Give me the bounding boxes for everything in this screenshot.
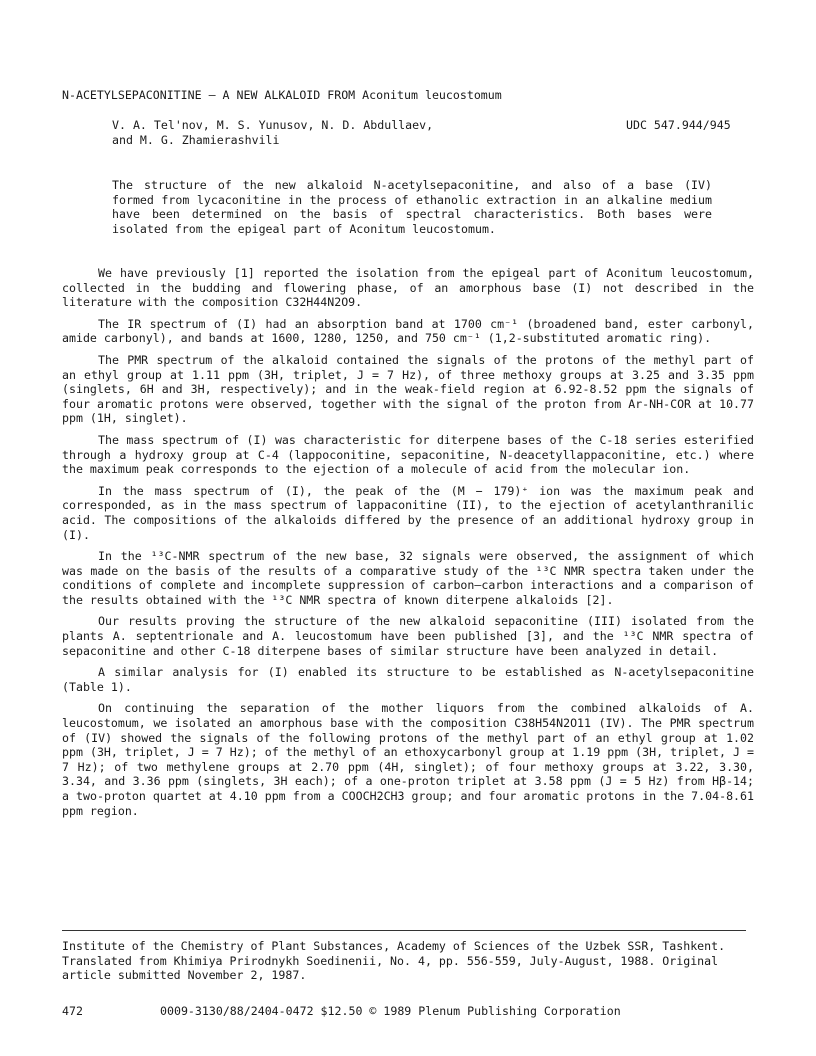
author-line: and M. G. Zhamierashvili	[112, 132, 280, 147]
body-paragraph: The mass spectrum of (I) was characteristic for diterpene bases of the C-18 series esterified through a hydroxy group at C-4 (lappoconitine, sepaconitine, N-deacetyllappaconitine, etc.) where the maximum peak corresponds to the ejection of a molecule of acid from the molecular ion.	[62, 432, 754, 477]
udc-code: UDC 547.944/945	[626, 118, 731, 132]
body-paragraph: We have previously [1] reported the isolation from the epigeal part of Aconitum leucostomum, collected in the budding and flowering phase, of an amorphous base (I) not described in the literature with the composition C32H44N2O9.	[62, 266, 754, 310]
footnote-divider	[62, 930, 746, 931]
body-paragraph: In the ¹³C-NMR spectrum of the new base, 32 signals were observed, the assignment of which was made on the basis of the results of a comparative study of the ¹³C NMR spectra taken under the conditions of complete and incomplete suppression of carbon—carbon interactions and a comparison of the results obtained with the ¹³C NMR spectra of known diterpene alkaloids [2].	[62, 549, 754, 607]
body-paragraph: The IR spectrum of (I) had an absorption band at 1700 cm⁻¹ (broadened band, ester carbonyl, amide carbonyl), and bands at 1600, 1280, 1250, and 750 cm⁻¹ (1,2-substituted aromatic ring).	[62, 316, 754, 346]
author-line: V. A. Tel'nov, M. S. Yunusov, N. D. Abdullaev,	[112, 118, 434, 132]
affiliation-footnote: Institute of the Chemistry of Plant Substances, Academy of Sciences of the Uzbek SSR, Tashkent. Translated from Khimiya Prirodnykh Soedinenii, No. 4, pp. 556-559, July-August, 1988. Original article submitted November 2, 1987.	[62, 939, 726, 983]
body-paragraph: On continuing the separation of the mother liquors from the combined alkaloids of A. leucostomum, we isolated an amorphous base with the composition C38H54N2O11 (IV). The PMR spectrum of (IV) showed the signals of the following protons of the methyl part of an ethyl group at 1.02 ppm (3H, triplet, J = 7 Hz); of the methyl of an ethoxycarbonyl group at 1.19 ppm (3H, triplet, J = 7 Hz); of two methylene groups at 2.70 ppm (4H, singlet); of four methoxy groups at 3.22, 3.30, 3.34, and 3.36 ppm (singlets, 3H each); of a one-proton triplet at 3.58 ppm (J = 5 Hz) from Hβ-14; a two-proton quartet at 4.10 ppm from a COOCH2CH3 group; and four aromatic protons in the 7.04-8.61 ppm region.	[62, 701, 754, 818]
body-paragraph: Our results proving the structure of the new alkaloid sepaconitine (III) isolated from the plants A. septentrionale and A. leucostomum have been published [3], and the ¹³C NMR spectra of sepaconitine and other C-18 diterpene bases of similar structure have been analyzed in detail.	[62, 614, 754, 658]
author-list	[112, 118, 433, 147]
page-number: 472	[62, 1004, 83, 1018]
article-title: N-ACETYLSEPACONITINE — A NEW ALKALOID FROM Aconitum leucostomum	[62, 88, 502, 102]
body-paragraph: A similar analysis for (I) enabled its structure to be established as N-acetylsepaconitine (Table 1).	[62, 665, 754, 694]
article-body	[62, 266, 754, 825]
abstract-text: The structure of the new alkaloid N-acetylsepaconitine, and also of a base (IV) formed from lycaconitine in the process of ethanolic extraction in an alkaline medium have been determined on the basis of spectral characteristics. Both bases were isolated from the epigeal part of Aconitum leucostomum.	[112, 178, 712, 236]
body-paragraph: The PMR spectrum of the alkaloid contained the signals of the protons of the methyl part of an ethyl group at 1.11 ppm (3H, triplet, J = 7 Hz), of three methoxy groups at 3.25 and 3.35 ppm (singlets, 6H and 3H, respectively); and in the weak-field region at 6.92-8.52 ppm the signals of four aromatic protons were observed, together with the signal of the proton from Ar-NH-COR at 10.77 ppm (1H, singlet).	[62, 352, 754, 426]
body-paragraph: In the mass spectrum of (I), the peak of the (M − 179)⁺ ion was the maximum peak and corresponded, as in the mass spectrum of lappaconitine (II), to the ejection of acetylanthranilic acid. The compositions of the alkaloids differed by the presence of an additional hydroxy group in (I).	[62, 483, 754, 542]
copyright-line: 0009-3130/88/2404-0472 $12.50 © 1989 Plenum Publishing Corporation	[160, 1004, 621, 1018]
abstract	[112, 178, 712, 236]
